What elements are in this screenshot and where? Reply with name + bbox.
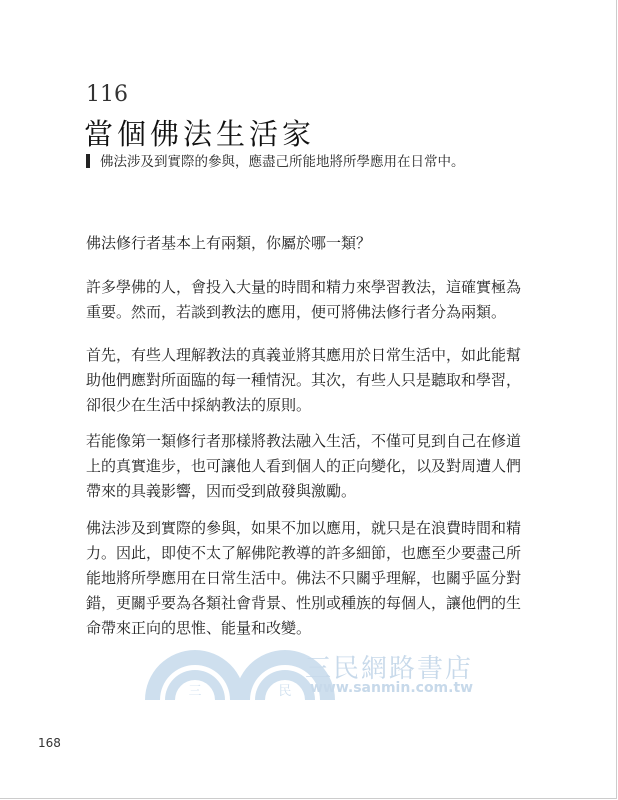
watermark-text: 三民網路書店 (305, 654, 474, 684)
text-line: 佛法修行者基本上有兩類，你屬於哪一類？ (86, 234, 372, 252)
text-line: 錯，更關乎要為各類社會背景、性別或種族的每個人，讓他們的生 (86, 594, 522, 612)
paragraph (86, 516, 521, 641)
paragraph (86, 429, 521, 504)
text-line: 佛法涉及到實際的參與，如果不加以應用，就只是在浪費時間和精 (86, 519, 522, 537)
text-line: 上的真實進步，也可讓他人看到個人的正向變化，以及對周遭人們 (86, 457, 522, 475)
svg-text:民: 民 (278, 684, 292, 699)
subtitle-bar (86, 154, 90, 168)
paragraph (86, 275, 521, 325)
text-line: 助他們應對所面臨的每一種情況。其次，有些人只是聽取和學習， (86, 371, 522, 389)
text-line: 力。因此，即使不太了解佛陀教導的許多細節，也應至少要盡己所 (86, 544, 522, 562)
watermark-url: www.sanmin.com.tw (310, 680, 474, 696)
text-line: 命帶來正向的思惟、能量和改變。 (86, 619, 312, 637)
text-line: 帶來的具義影響，因而受到啟發與激勵。 (86, 482, 357, 500)
chapter-number: 116 (86, 82, 128, 107)
text-line: 許多學佛的人，會投入大量的時間和精力來學習教法，這確實極為 (86, 278, 522, 296)
text-line: 能地將所學應用在日常生活中。佛法不只關乎理解，也關乎區分對 (86, 569, 522, 587)
text-line: 重要。然而，若談到教法的應用，便可將佛法修行者分為兩類。 (86, 303, 507, 321)
paragraph (86, 231, 371, 256)
page-title: 當個佛法生活家 (84, 117, 316, 151)
text-line: 首先，有些人理解教法的真義並將其應用於日常生活中，如此能幫 (86, 346, 522, 364)
subtitle-text: 佛法涉及到實際的參與，應盡己所能地將所學應用在日常中。 (100, 154, 465, 170)
paragraph (86, 343, 521, 418)
svg-text:三: 三 (188, 684, 202, 699)
text-line: 若能像第一類修行者那樣將教法融入生活，不僅可見到自己在修道 (86, 432, 522, 450)
page-number: 168 (38, 736, 61, 750)
text-line: 卻很少在生活中採納教法的原則。 (86, 396, 312, 414)
subtitle (86, 150, 465, 170)
